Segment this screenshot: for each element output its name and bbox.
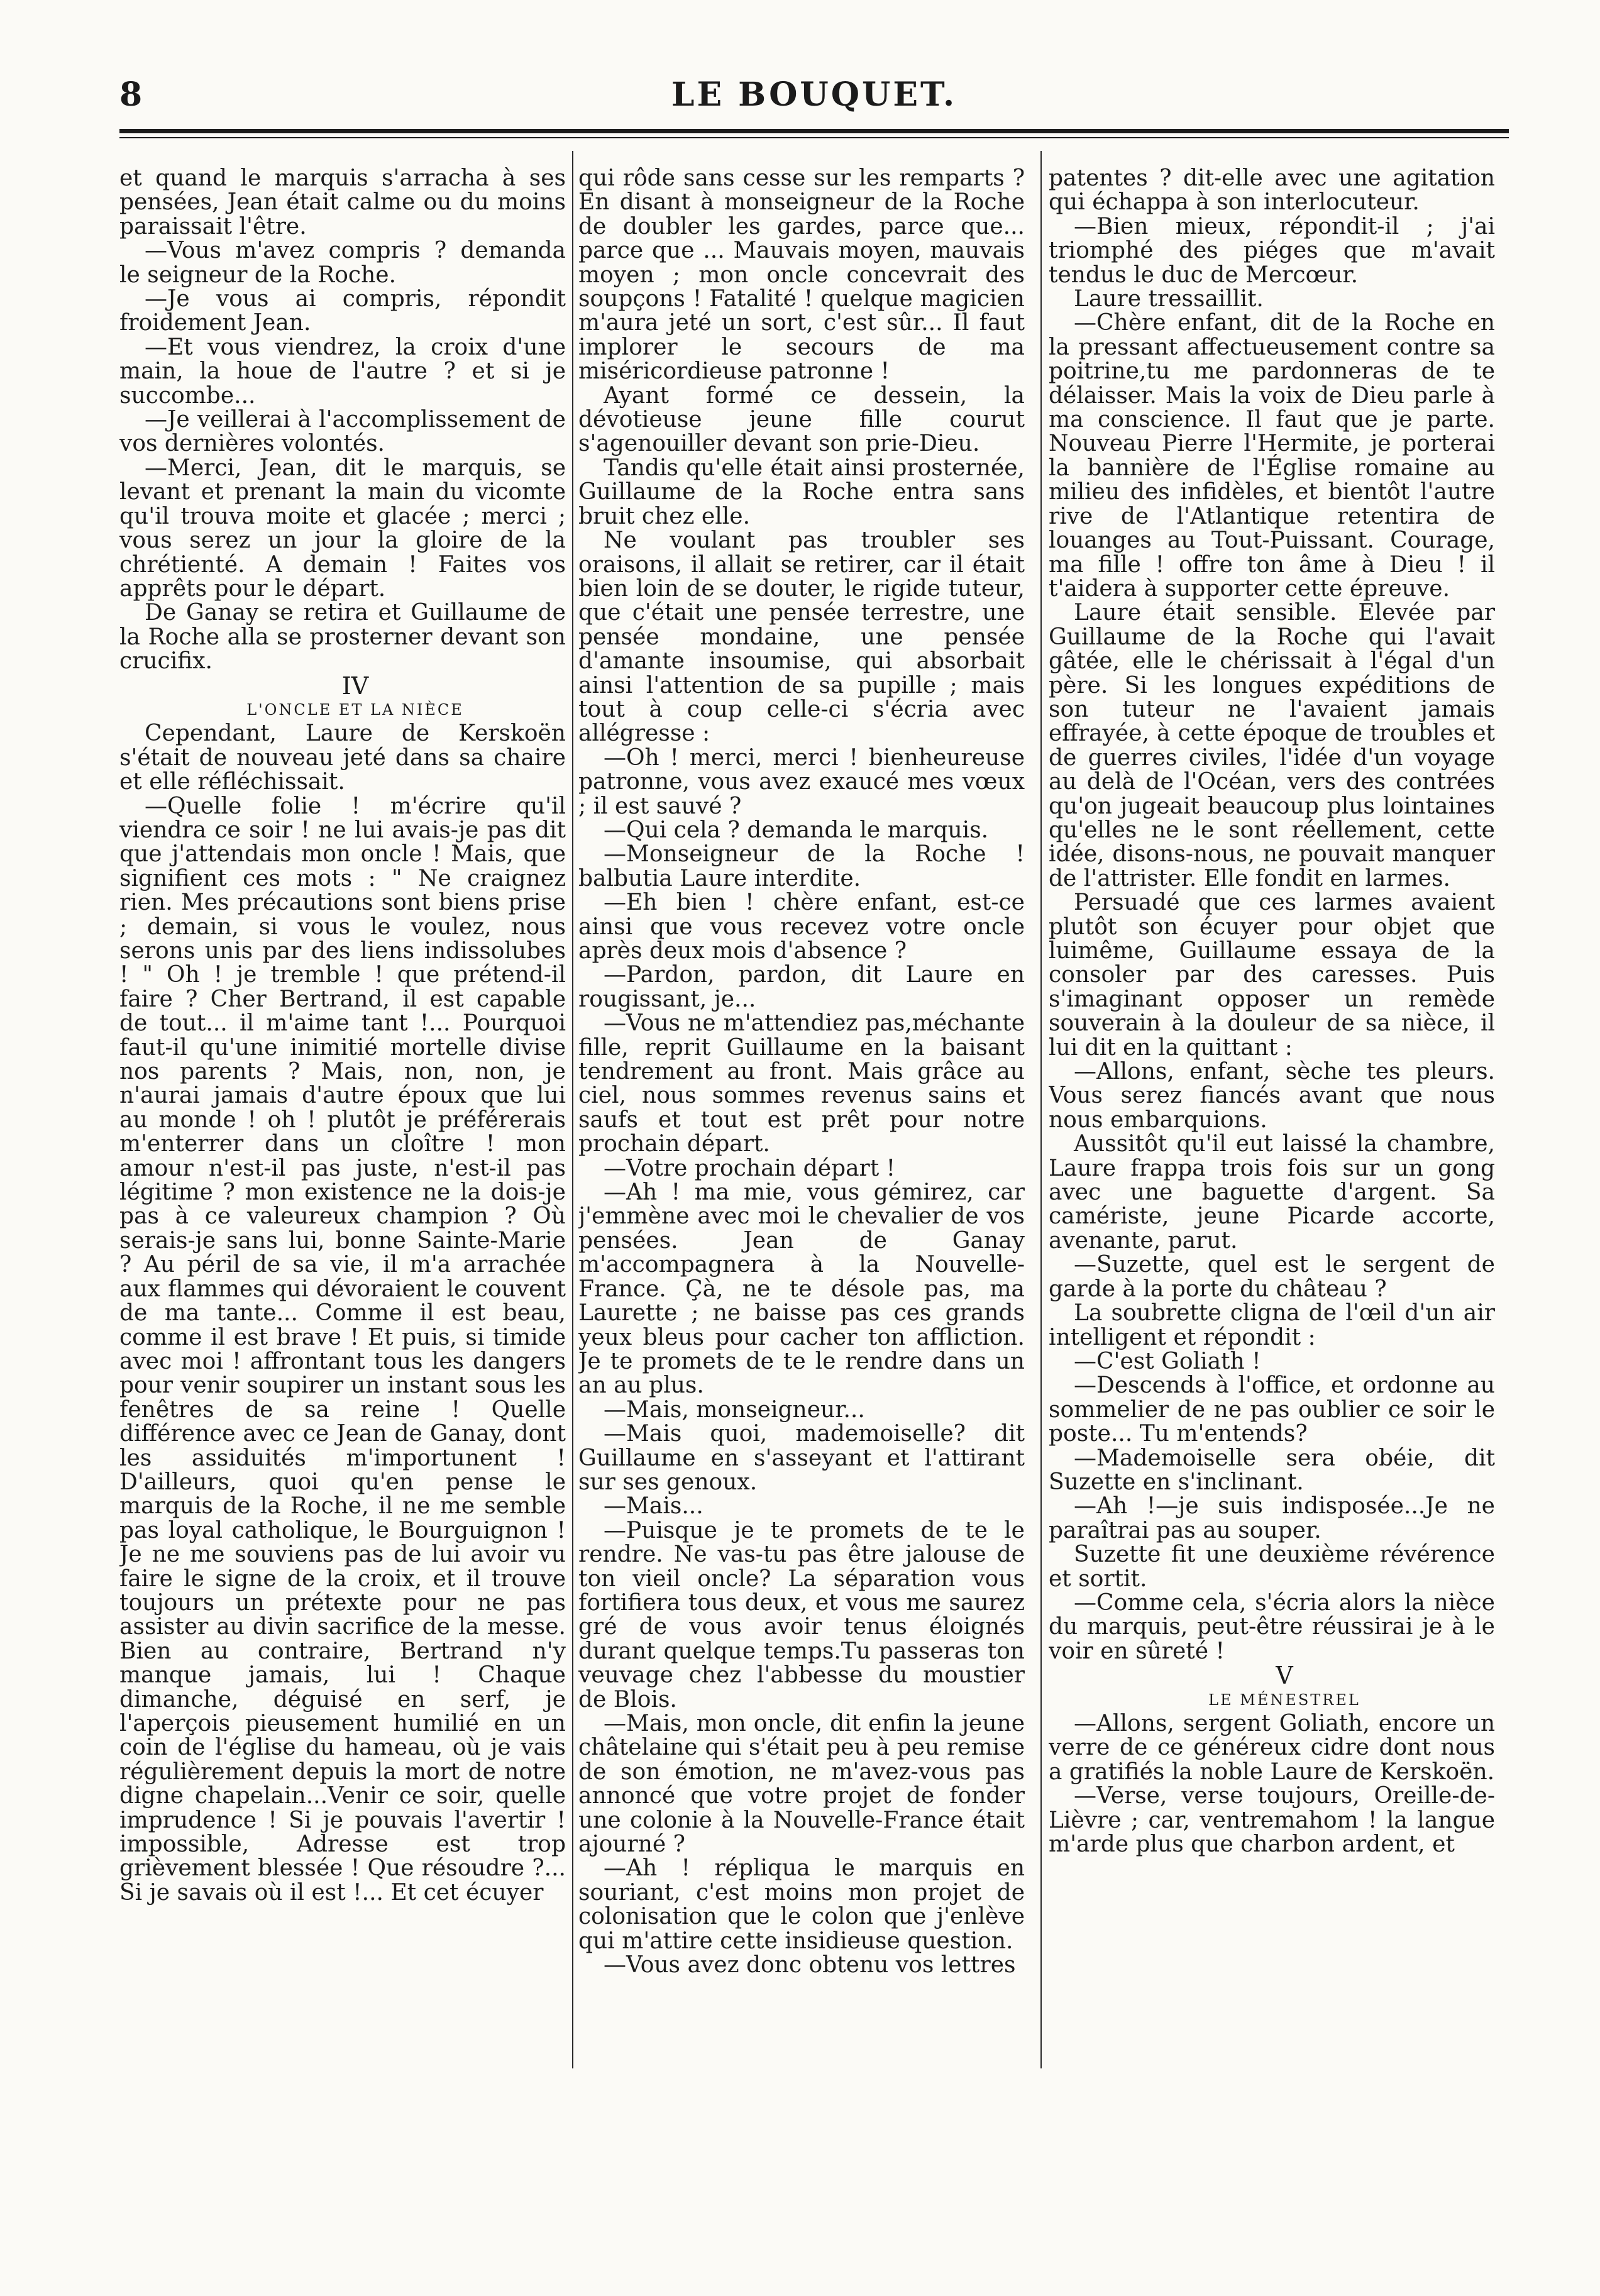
paragraph: —Mais, monseigneur... — [604, 1396, 865, 1423]
paragraph: —Ah ! répliqua le marquis en souriant, c'est moins mon projet de colonisation que le colon que j'enlève qui m'attire cette insidieuse question. — [578, 1855, 1025, 1954]
chapter-title: LE MÉNESTREL — [1208, 1691, 1360, 1709]
paragraph: —Chère enfant, dit de la Roche en la pressant affectueusement contre sa poitrine,tu me pardonneras de te délaisser. Mais la voix de Dieu parle à ma conscience. Il faut que je parte. Nouveau Pierre l'Hermite, je porterai la bannière de l'Église romaine au milieu des infidèles, et bientôt l'autre rive de l'Atlantique retentira de louanges au Tout-Puissant. Courage, ma fille ! offre ton âme à Dieu ! il t'aidera à supporter cette épreuve. — [1049, 310, 1495, 602]
column-divider-2 — [1040, 151, 1042, 2068]
paragraph: —Oh ! merci, merci ! bienheureuse patronne, vous avez exaucé mes vœux ; il est sauvé ? — [578, 744, 1025, 819]
paragraph: —Comme cela, s'écria alors la nièce du marquis, peut-être réussirai je à le voir en sûreté ! — [1049, 1589, 1495, 1664]
paragraph: —Mademoiselle sera obéie, dit Suzette en s'inclinant. — [1049, 1445, 1495, 1495]
column-3 — [1049, 167, 1495, 2053]
paragraph: Ne voulant pas troubler ses oraisons, il allait se retirer, car il était bien loin de se douter, le rigide tuteur, que c'était une pensée terrestre, une pensée mondaine, une pensée d'amante insoumise, qui absorbait ainsi l'attention de sa pupille ; mais tout à coup celle-ci s'écria avec allégresse : — [578, 527, 1025, 747]
paragraph: De Ganay se retira et Guillaume de la Roche alla se prosterner devant son crucifix. — [119, 600, 566, 675]
page-number: 8 — [119, 75, 143, 114]
paragraph: —Eh bien ! chère enfant, est-ce ainsi que vous recevez votre oncle après deux mois d'absence ? — [578, 890, 1025, 964]
paragraph: —Allons, enfant, sèche tes pleurs. Vous serez fiancés avant que nous nous embarquions. — [1049, 1059, 1495, 1133]
paragraph: —Quelle folie ! m'écrire qu'il viendra ce soir ! ne lui avais-je pas dit que j'attendais mon oncle ! Mais, que signifient ces mots : " Ne craignez rien. Mes précautions sont biens prise ; demain, si vous le voulez, nous serons unis par des liens indissolubes ! " Oh ! je tremble ! que prétend-il faire ? Cher Bertrand, il est capable de tout... il m'aime tant !... Pourquoi faut-il qu'une inimitié mortelle divise nos parents ? Mais, non, non, je n'aurai jamais d'autre époux que lui au monde ! oh ! plutôt je préférerais m'enterrer dans un cloître ! mon amour n'est-il pas juste, n'est-il pas légitime ? mon existence ne la dois-je pas à ce valeureux champion ? Où serais-je sans lui, bonne Sainte-Marie ? Au péril de sa vie, il m'a arrachée aux flammes qui dévoraient le couvent de ma tante... Comme il est beau, comme il est brave ! Et puis, si timide avec moi ! affrontant tous les dangers pour venir soupirer un instant sous les fenêtres de sa reine ! Quelle différence avec ce Jean de Ganay, dont les assiduités m'importunent ! D'ailleurs, quoi qu'en pense le marquis de la Roche, il ne me semble pas loyal catholique, le Bourguignon ! Je ne me souviens pas de lui avoir vu faire le signe de la croix, et il trouve toujours un prétexte pour ne pas assister au divin sacrifice de la messe. Bien au contraire, Bertrand n'y manque jamais, lui ! Chaque dimanche, déguisé en serf, je l'aperçois pieusement humilié en un coin de l'église du hameau, où je vais régulièrement depuis la mort de notre digne chapelain...Venir ce soir, quelle imprudence ! Si je pouvais l'avertir ! impossible, Adresse est trop grièvement blessée ! Que résoudre ?... Si je savais où il est !... Et cet écuyer — [119, 793, 566, 1906]
paragraph: Persuadé que ces larmes avaient plutôt son écuyer pour objet que luimême, Guillaume essaya de la consoler par des caresses. Puis s'imaginant opposer un remède souverain à la douleur de sa nièce, il lui dit en la quittant : — [1049, 890, 1495, 1061]
paragraph: —Je veillerai à l'accomplissement de vos dernières volontés. — [119, 407, 566, 457]
paragraph: Aussitôt qu'il eut laissé la chambre, Laure frappa trois fois sur un gong avec une baguette d'argent. Sa caméristе, jeune Picarde accorte, avenante, parut. — [1049, 1131, 1495, 1254]
paragraph: —Vous avez donc obtenu vos lettres — [604, 1952, 1016, 1979]
paragraph: —Monseigneur de la Roche ! balbutia Laure interdite. — [578, 841, 1025, 891]
paragraph: et quand le marquis s'arracha à ses pensées, Jean était calme ou du moins paraissait l'être. — [119, 167, 566, 240]
chapter-number: IV — [341, 671, 369, 700]
paragraph: —Mais quoi, mademoiselle? dit Guillaume en s'asseyant et l'attirant sur ses genoux. — [578, 1421, 1025, 1495]
paragraph: —Et vous viendrez, la croix d'une main, la houe de l'autre ? et si je succombe... — [119, 334, 566, 409]
header-rule-thin — [119, 137, 1509, 138]
paragraph: —Ah ! ma mie, vous gémirez, car j'emmène avec moi le chevalier de vos pensées. Jean de Ganay m'accompagnera à la Nouvelle-France. Çà, ne te désole pas, ma Laurette ; ne baisse pas ces grands yeux bleus pour cacher ton affliction. Je te promets de te le rendre dans un an au plus. — [578, 1179, 1025, 1399]
paragraph: La soubrette cligna de l'œil d'un air intelligent et répondit : — [1049, 1300, 1495, 1350]
chapter-number: V — [1276, 1662, 1293, 1690]
paragraph: Tandis qu'elle était ainsi prosternée, Guillaume de la Roche entra sans bruit chez elle. — [578, 455, 1025, 529]
paragraph: Laure tressaillit. — [1074, 286, 1264, 312]
paragraph: qui rôde sans cesse sur les remparts ? En disant à monseigneur de la Roche de doubler les gardes, parce que... parce que ... Mauvais moyen, mauvais moyen ; mon oncle concevrait des soupçons ! Fatalité ! quelque magicien m'aura jeté un sort, c'est sûr... Il faut implorer le secours de ma miséricordieuse patronne ! — [578, 167, 1025, 385]
paragraph: —Vous m'avez compris ? demanda le seigneur de la Roche. — [119, 238, 566, 288]
paragraph: —Votre prochain départ ! — [604, 1155, 896, 1181]
paragraph: Cependant, Laure de Kerskoën s'était de nouveau jeté dans sa chaire et elle réfléchissait. — [119, 720, 566, 795]
paragraph: —Vous ne m'attendiez pas,méchante fille, reprit Guillaume en la baisant tendrement au front. Mais grâce au ciel, nous sommes revenus sains et saufs et tout est prêt pour notre prochain départ. — [578, 1010, 1025, 1157]
column-divider-1 — [572, 151, 573, 2068]
page-header — [119, 69, 1509, 126]
column-1 — [119, 167, 566, 2053]
paragraph: Laure était sensible. Elevée par Guillaume de la Roche qui l'avait gâtée, elle le chérissait à l'égal d'un père. Si les longues expéditions de son tuteur ne l'avaient jamais effrayée, à cette époque de troubles et de guerres civiles, l'idée d'un voyage au delà de l'Océan, vers des contrées qu'on jugeait beaucoup plus lointaines qu'elles ne le sont réellement, cette idée, disons-nous, ne pouvait manquer de l'attrister. Elle fondit en larmes. — [1049, 600, 1495, 891]
paragraph: —Descends à l'office, et ordonne au sommelier de ne pas oublier ce soir le poste... Tu m'entends? — [1049, 1372, 1495, 1447]
paragraph: —Mais... — [604, 1493, 703, 1520]
paragraph: —Pardon, pardon, dit Laure en rougissant, je... — [578, 962, 1025, 1012]
chapter-title: L'ONCLE ET LA NIÈCE — [246, 700, 464, 719]
paragraph: —Verse, verse toujours, Oreille-de-Lièvre ; car, ventremahom ! la langue m'arde plus que charbon ardent, et — [1049, 1783, 1495, 1858]
paragraph: —Allons, sergent Goliath, encore un verre de ce généreux cidre dont nous a gratifiés la noble Laure de Kerskoën. — [1049, 1711, 1495, 1785]
paragraph: —Mais, mon oncle, dit enfin la jeune châtelaine qui s'était peu à peu remise de son émotion, ne m'avez-vous pas annoncé que votre projet de fonder une colonie à la Nouvelle-France était ajourné ? — [578, 1711, 1025, 1858]
paragraph: —Qui cela ? demanda le marquis. — [604, 817, 989, 843]
paragraph: Ayant formé ce dessein, la dévotieuse jeune fille courut s'agenouiller devant son prie-Dieu. — [578, 382, 1025, 457]
journal-title: LE BOUQUET. — [671, 75, 957, 114]
paragraph: —Je vous ai compris, répondit froidement Jean. — [119, 286, 566, 336]
paragraph: patentes ? dit-elle avec une agitation qui échappa à son interlocuteur. — [1049, 167, 1495, 216]
paragraph: —Puisque je te promets de te le rendre. Ne vas-tu pas être jalouse de ton vieil oncle? La séparation vous fortifiera tous deux, et vous me saurez gré de vous avoir tenus éloignés durant quelque temps.Tu passeras ton veuvage chez l'abbesse du moustier de Blois. — [578, 1517, 1025, 1713]
header-rule-thick — [119, 129, 1509, 133]
paragraph: —Ah !—je suis indisposée...Je ne paraîtrai pas au souper. — [1049, 1493, 1495, 1543]
paragraph: —Suzette, quel est le sergent de garde à la porte du château ? — [1049, 1252, 1495, 1302]
paragraph: —Merci, Jean, dit le marquis, se levant et prenant la main du vicomte qu'il trouva moite et glacée ; merci ; vous serez un jour la gloire de la chrétienté. A demain ! Faites vos apprêts pour le départ. — [119, 455, 566, 602]
paragraph: —Bien mieux, répondit-il ; j'ai triomphé des piéges que m'avait tendus le duc de Mercœur. — [1049, 213, 1495, 288]
paragraph: Suzette fit une deuxième révérence et sortit. — [1049, 1542, 1495, 1592]
column-2 — [578, 167, 1025, 2053]
paragraph: —C'est Goliath ! — [1074, 1348, 1261, 1374]
